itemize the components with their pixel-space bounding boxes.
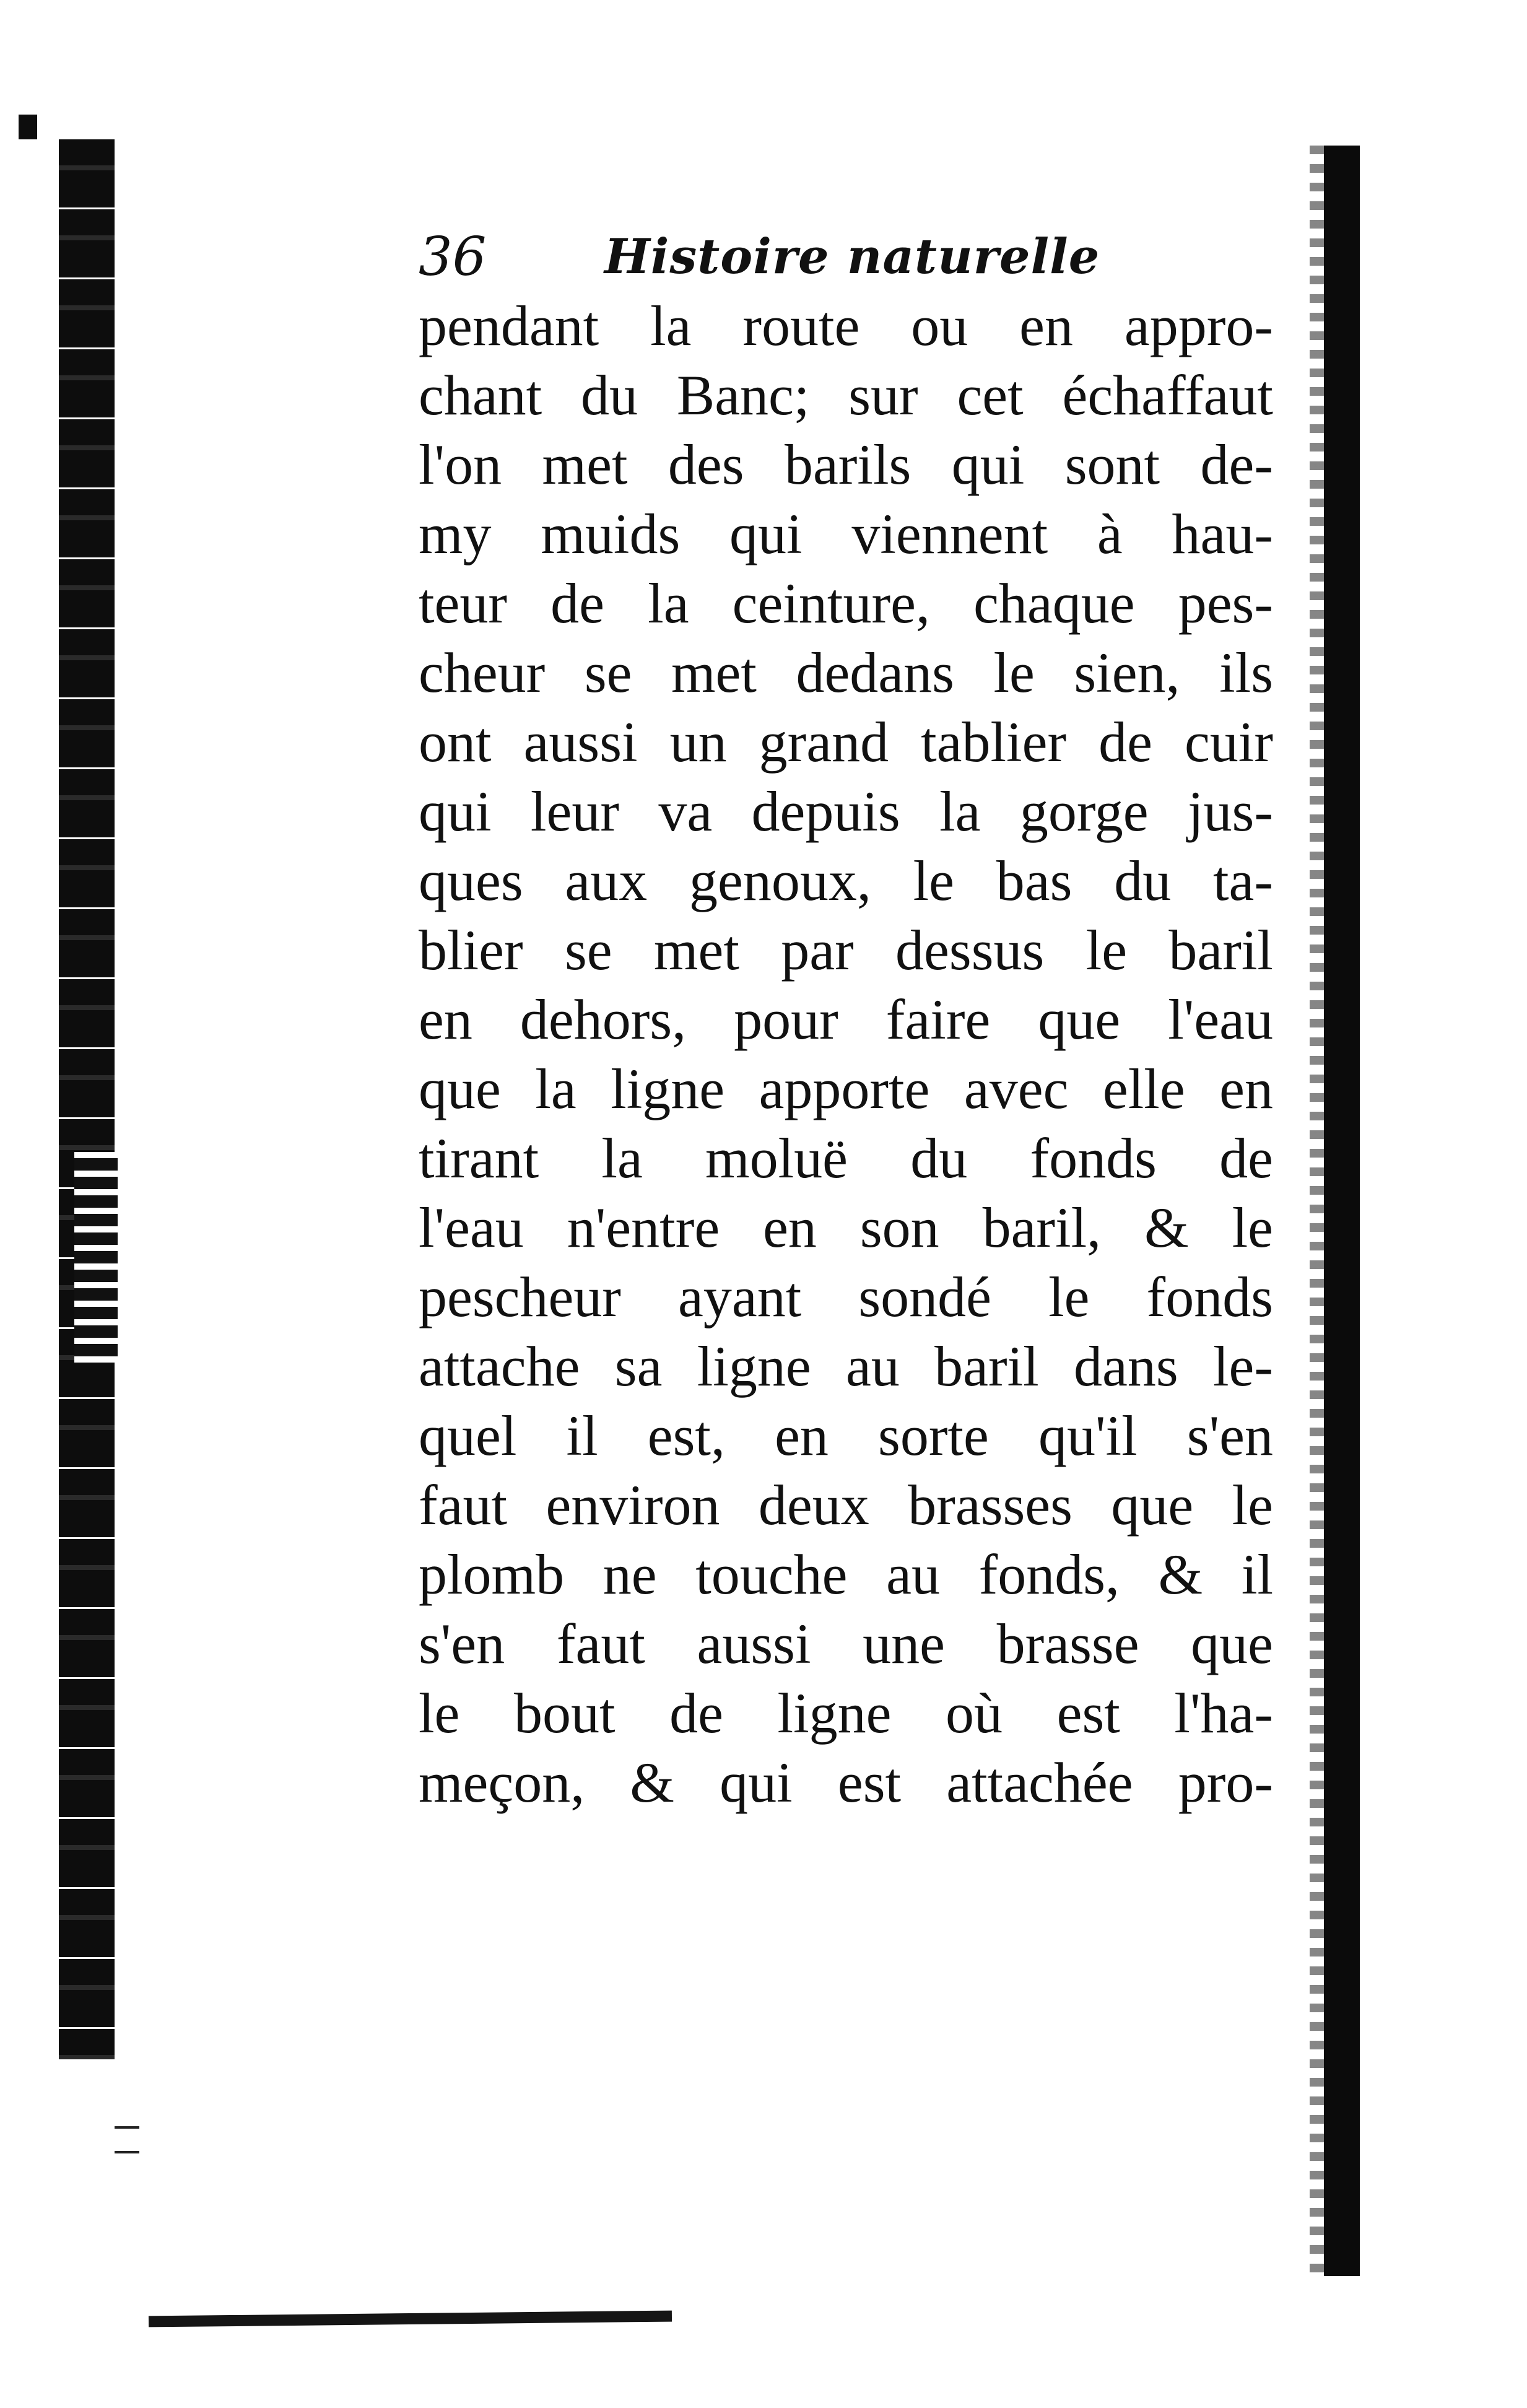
running-title: Histoire naturelle <box>604 229 1100 285</box>
text-line: pescheur ayant sondé le fonds <box>419 1265 1273 1328</box>
text-line: ont aussi un grand tablier de cuir <box>419 710 1273 774</box>
text-line: faut environ deux brasses que le <box>419 1473 1273 1537</box>
text-line: ques aux genoux, le bas du ta- <box>419 849 1273 912</box>
page-edge-right-shadow <box>1324 146 1360 2276</box>
bottom-page-edge-line <box>149 2311 672 2327</box>
text-line: que la ligne apporte avec elle en <box>419 1057 1273 1120</box>
text-line: l'on met des barils qui sont de- <box>419 433 1273 496</box>
text-line: qui leur va depuis la gorge jus- <box>419 780 1273 843</box>
text-line: chant du Banc; sur cet échaffaut <box>419 364 1273 427</box>
binding-gutter-marks <box>74 1152 118 1363</box>
body-text-block <box>419 291 1273 1817</box>
binding-gutter-shadow <box>59 139 115 2059</box>
page-number: 36 <box>419 226 487 288</box>
text-line: attache sa ligne au baril dans le- <box>419 1335 1273 1398</box>
margin-tick <box>115 2126 139 2129</box>
text-line: cheur se met dedans le sien, ils <box>419 641 1273 704</box>
text-line: le bout de ligne où est l'ha- <box>419 1682 1273 1745</box>
running-header <box>419 223 1286 291</box>
text-line: tirant la moluë du fonds de <box>419 1127 1273 1190</box>
page-edge-left-top <box>19 115 37 139</box>
text-line: meçon, & qui est attachée pro- <box>419 1751 1273 1814</box>
text-line: plomb ne touche au fonds, & il <box>419 1543 1273 1606</box>
text-line: blier se met par dessus le baril <box>419 918 1273 982</box>
margin-tick <box>115 2151 139 2153</box>
text-line: teur de la ceinture, chaque pes- <box>419 572 1273 635</box>
text-line: quel il est, en sorte qu'il s'en <box>419 1404 1273 1467</box>
text-line: l'eau n'entre en son baril, & le <box>419 1196 1273 1259</box>
text-line: s'en faut aussi une brasse que <box>419 1612 1273 1675</box>
text-line: en dehors, pour faire que l'eau <box>419 988 1273 1051</box>
text-line: my muids qui viennent à hau- <box>419 502 1273 565</box>
text-line: pendant la route ou en appro- <box>419 294 1273 357</box>
